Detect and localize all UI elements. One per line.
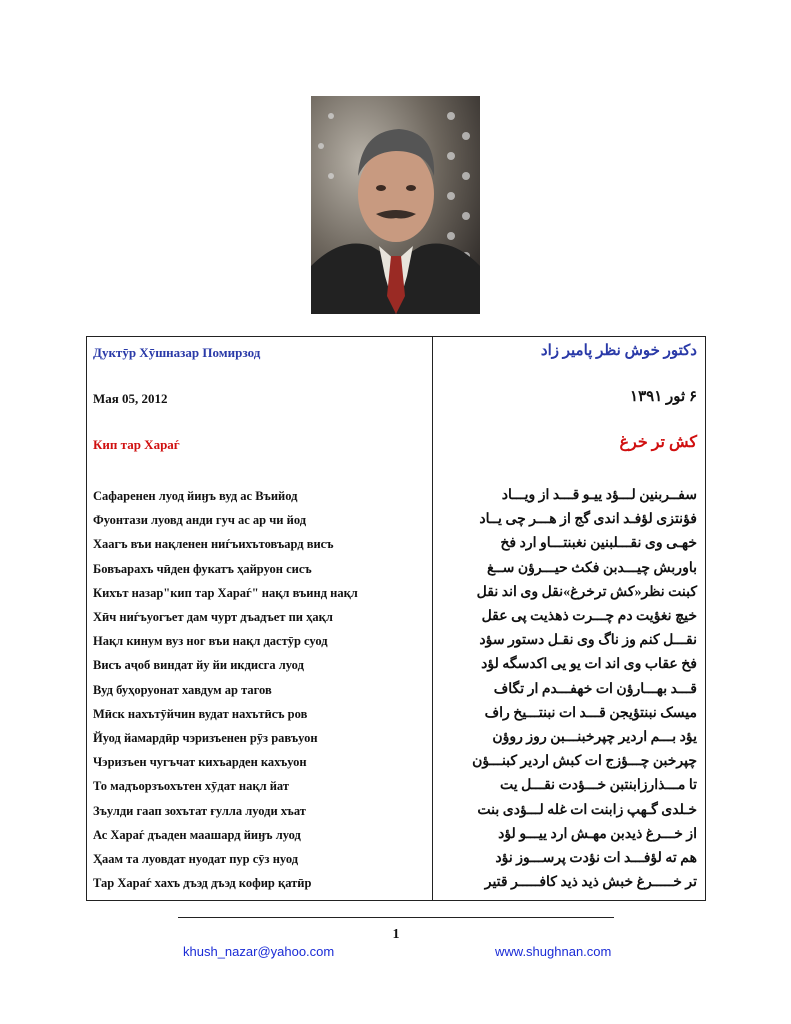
- portrait-photo-icon: [311, 96, 480, 314]
- author-photo: [311, 96, 480, 314]
- verse-line: باوربش چيـــدبن فکث حيـــرؤن ســغ: [486, 560, 697, 576]
- verse-line: Чэризъен чугъчат кихъарден кахъуон: [93, 755, 307, 770]
- verse-line: از خـــرغ ذيدبن مهـش ارد ييـــو لؤد: [498, 826, 697, 842]
- author-name-cyrillic: Дуктӯр Хӯшназар Помирзод: [93, 345, 261, 360]
- verse-line: Зъулди гаап зохътат ғулла луоди хъат: [93, 803, 306, 818]
- verse-line: ميسک نبنتؤيجن قـــد ات نبنتـــيخ راف: [484, 705, 697, 721]
- poem-title-cyrillic: Кип тар Хараѓ: [93, 437, 180, 452]
- verse-line: خهـی وی نقـــلبنين نغبنتـــاو ارد فخ: [500, 536, 697, 552]
- verse-line: يؤد بـــم اردير چپرخبنـــبن روز روؤن: [492, 730, 697, 745]
- verse-line: خيچ نغؤيت دم چـــرت ذهذيت پی عقل: [481, 609, 697, 624]
- verse-line: Кихът назар"кип тар Хараѓ" нақл въинд нақл: [93, 585, 358, 600]
- verse-line: То мадъорзъохътен хӯдат нақл йат: [93, 779, 289, 794]
- author-name-persian: دکتور خوش نظر پامیر زاد: [540, 343, 697, 359]
- page-number: 1: [392, 927, 400, 942]
- verse-line: نقـــل کنم وز ناگ وی نقـل دستور سؤد: [479, 633, 697, 649]
- poem-title-persian: کش تر خرغ: [619, 434, 697, 451]
- verse-line: Мӣск нахътӯйчин вудат нахътӣсъ ров: [93, 706, 308, 721]
- poem-table: [86, 336, 706, 901]
- verse-line: Бовъарахъ чӣден фукатъ ҳайруон сисъ: [93, 561, 312, 576]
- verse-line: Вуд буҳоруонат хавдум ар тагов: [93, 682, 272, 697]
- verse-line: فخ عقاب وی اند ات يو يی اکدسگه لؤد: [481, 657, 697, 673]
- verse-line: کبنت نظر«کش ترخرغ»نقل وی اند نقل: [476, 584, 697, 600]
- date-cyrillic: Мая 05, 2012: [93, 391, 168, 406]
- verse-line: Хӣч ниѓъуогъет дам чурт дъадъет пи ҳақл: [93, 610, 333, 624]
- verse-line: Хаагъ въи нақленен ниѓъихътовъард висъ: [93, 537, 334, 552]
- verse-line: Тар Хараѓ хахъ дъэд дъэд кофир қатӣр: [93, 876, 312, 891]
- verse-line: Ҳаам та луовдат нуодат пур сӯз нуод: [93, 852, 299, 866]
- verse-line: هم ته لؤفـــد ات نؤدت پرســـوز نؤد: [495, 851, 697, 866]
- date-persian: ۶ ثور ۱۳۹۱: [630, 389, 697, 405]
- verse-line: Сафаренен луод йиӈъ вуд ас Въийод: [93, 489, 298, 503]
- verse-line: Висъ аҷоб виндат йу йи икдисга луод: [93, 658, 304, 673]
- verse-line: تا مـــذارزابنتبن خـــؤدت نقـــل يت: [500, 778, 697, 794]
- website-link[interactable]: www.shughnan.com: [495, 944, 612, 959]
- verse-line: Фуонтази луовд анди гуч ас ар чи йод: [93, 513, 307, 528]
- verse-line: تر خـــــرغ خبش ذيد ذيد کافـــــر قتير: [484, 875, 697, 891]
- verse-line: Йуод йамардӣр чэризъенен рӯз равъуон: [93, 731, 318, 745]
- verse-line: خـلدی گـهپ زابنت ات غله لـــؤدی بنت: [477, 802, 697, 818]
- email-link[interactable]: khush_nazar@yahoo.com: [183, 944, 335, 959]
- verse-line: Нақл кинум вуз ног въи нақл дастӯр суод: [93, 634, 328, 649]
- verse-line: فؤنتزی لؤفـد اندی گج از هـــر چی يــاد: [479, 512, 697, 528]
- verse-line: Ас Хараѓ дъаден маашард йиӈъ луод: [93, 827, 301, 842]
- column-divider: [432, 337, 433, 900]
- footer-divider: [178, 917, 614, 918]
- verse-line: چپرخبن چـــؤزج ات کبش اردير کبنـــؤن: [472, 754, 697, 770]
- verse-line: قـــد بهـــارؤن ات خهفـــدم ار تگاف: [493, 681, 697, 697]
- verse-line: سفــربنين لـــؤد ييـو قـــد از ويـــاد: [501, 488, 697, 503]
